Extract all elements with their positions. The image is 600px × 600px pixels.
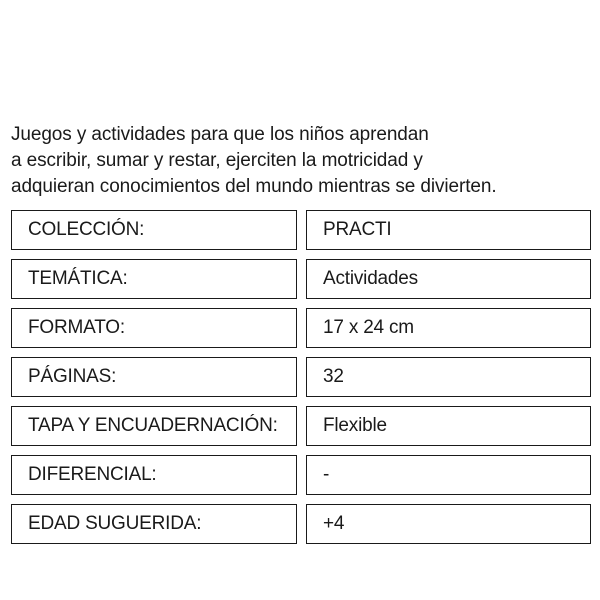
- spec-row-formato: [11, 308, 591, 348]
- spec-label: DIFERENCIAL:: [11, 455, 297, 495]
- spec-row-tapa: [11, 406, 591, 446]
- spec-value: -: [306, 455, 591, 495]
- spec-label: FORMATO:: [11, 308, 297, 348]
- product-description: [11, 122, 591, 200]
- spec-row-edad: [11, 504, 591, 544]
- spec-value: PRACTI: [306, 210, 591, 250]
- spec-label: EDAD SUGUERIDA:: [11, 504, 297, 544]
- spec-value: 17 x 24 cm: [306, 308, 591, 348]
- spec-label: PÁGINAS:: [11, 357, 297, 397]
- spec-label: TEMÁTICA:: [11, 259, 297, 299]
- description-line: adquieran conocimientos del mundo mientras se divierten.: [11, 176, 497, 197]
- spec-row-paginas: [11, 357, 591, 397]
- description-line: Juegos y actividades para que los niños aprendan: [11, 124, 429, 145]
- spec-row-coleccion: [11, 210, 591, 250]
- spec-value: Actividades: [306, 259, 591, 299]
- spec-value: +4: [306, 504, 591, 544]
- spec-row-tematica: [11, 259, 591, 299]
- spec-value: Flexible: [306, 406, 591, 446]
- spec-value: 32: [306, 357, 591, 397]
- spec-table: [11, 210, 591, 553]
- spec-label: TAPA Y ENCUADERNACIÓN:: [11, 406, 297, 446]
- spec-label: COLECCIÓN:: [11, 210, 297, 250]
- spec-row-diferencial: [11, 455, 591, 495]
- description-line: a escribir, sumar y restar, ejerciten la motricidad y: [11, 150, 423, 171]
